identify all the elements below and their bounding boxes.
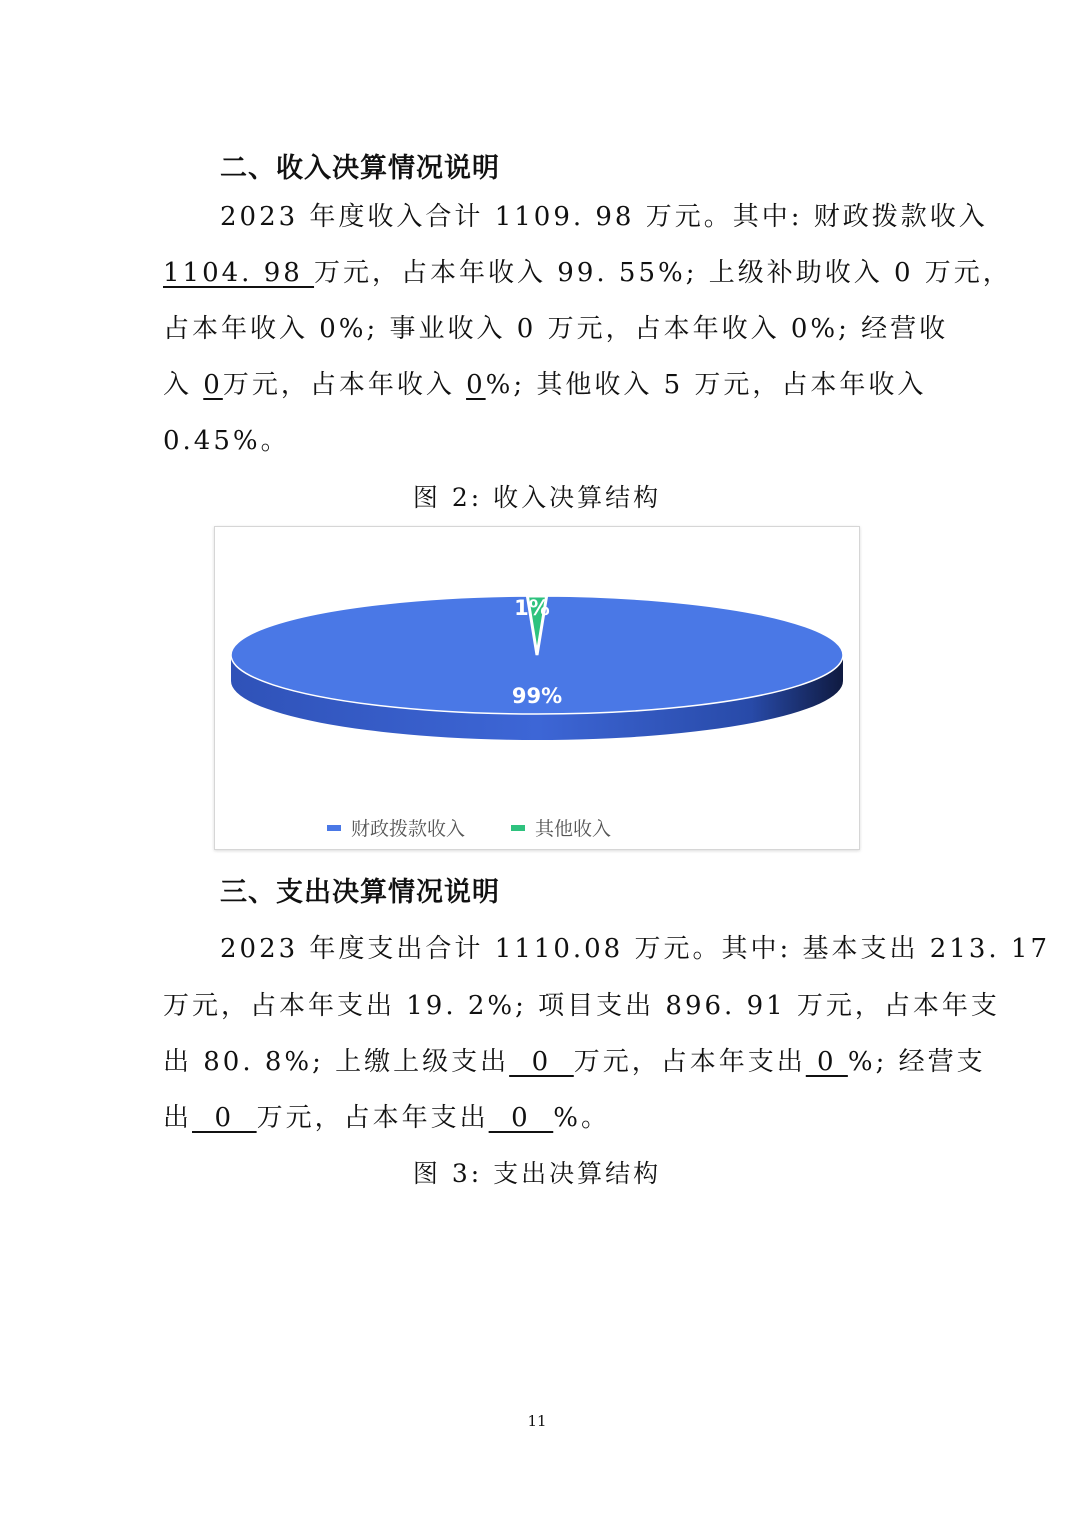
- paragraph-line: [163, 1041, 986, 1078]
- income-pie-chart: [214, 526, 860, 850]
- text-run: %; 经营支: [847, 1047, 986, 1077]
- section-heading-expenditure: 三、支出决算情况说明: [220, 877, 500, 908]
- legend-swatch: [327, 825, 341, 831]
- underlined-value: 0: [192, 1103, 257, 1133]
- text-run: 2023 年度支出合计 1110.08 万元。其中: 基本支出 213. 17: [220, 934, 1051, 964]
- legend-label: 财政拨款收入: [351, 818, 466, 840]
- underlined-value: 0: [509, 1047, 574, 1077]
- text-run: 0.45%。: [163, 426, 290, 456]
- paragraph-line: [220, 196, 988, 233]
- text-run: %; 其他收入 5 万元，占本年收入: [485, 370, 927, 400]
- text-run: 2023 年度收入合计 1109. 98 万元。其中: 财政拨款收入: [220, 202, 988, 232]
- text-run: 万元，占本年收入: [222, 370, 467, 400]
- pie-chart-svg: [215, 527, 859, 849]
- data-label-2: 1%: [514, 596, 550, 620]
- section-heading-income: 二、收入决算情况说明: [220, 153, 500, 184]
- underlined-value: 0: [466, 370, 486, 400]
- paragraph-line: [163, 308, 948, 345]
- text-run: 出 80. 8%; 上缴上级支出: [163, 1047, 510, 1077]
- text-run: 出: [163, 1103, 193, 1133]
- paragraph-line: [220, 928, 1050, 965]
- text-run: 万元，占本年支出 19. 2%; 项目支出 896. 91 万元，占本年支: [163, 991, 1000, 1021]
- figure-caption: 图 2: 收入决算结构: [412, 483, 662, 512]
- text-run: %。: [553, 1103, 610, 1133]
- underlined-value: 1104. 98: [163, 258, 315, 288]
- paragraph-line: [163, 364, 926, 401]
- paragraph-line: [163, 985, 1000, 1022]
- text-run: 万元，占本年收入 99. 55%; 上级补助收入 0 万元，: [314, 258, 1012, 288]
- paragraph-line: [163, 1097, 610, 1134]
- text-run: 万元，占本年支出: [573, 1047, 806, 1077]
- underlined-value: 0: [805, 1047, 848, 1077]
- text-run: 万元，占本年支出: [256, 1103, 489, 1133]
- data-label-1: 99%: [511, 684, 563, 708]
- legend-swatch: [511, 825, 525, 831]
- paragraph-line: [163, 252, 1012, 289]
- figure-caption: 图 3: 支出决算结构: [412, 1159, 662, 1188]
- underlined-value: 0: [488, 1103, 554, 1133]
- text-run: 入: [163, 370, 204, 400]
- page-number: 11: [527, 1412, 547, 1430]
- text-run: 占本年收入 0%; 事业收入 0 万元，占本年收入 0%; 经营收: [163, 314, 949, 344]
- underlined-value: 0: [203, 370, 223, 400]
- paragraph-line: [163, 420, 290, 457]
- legend-label: 其他收入: [535, 818, 612, 840]
